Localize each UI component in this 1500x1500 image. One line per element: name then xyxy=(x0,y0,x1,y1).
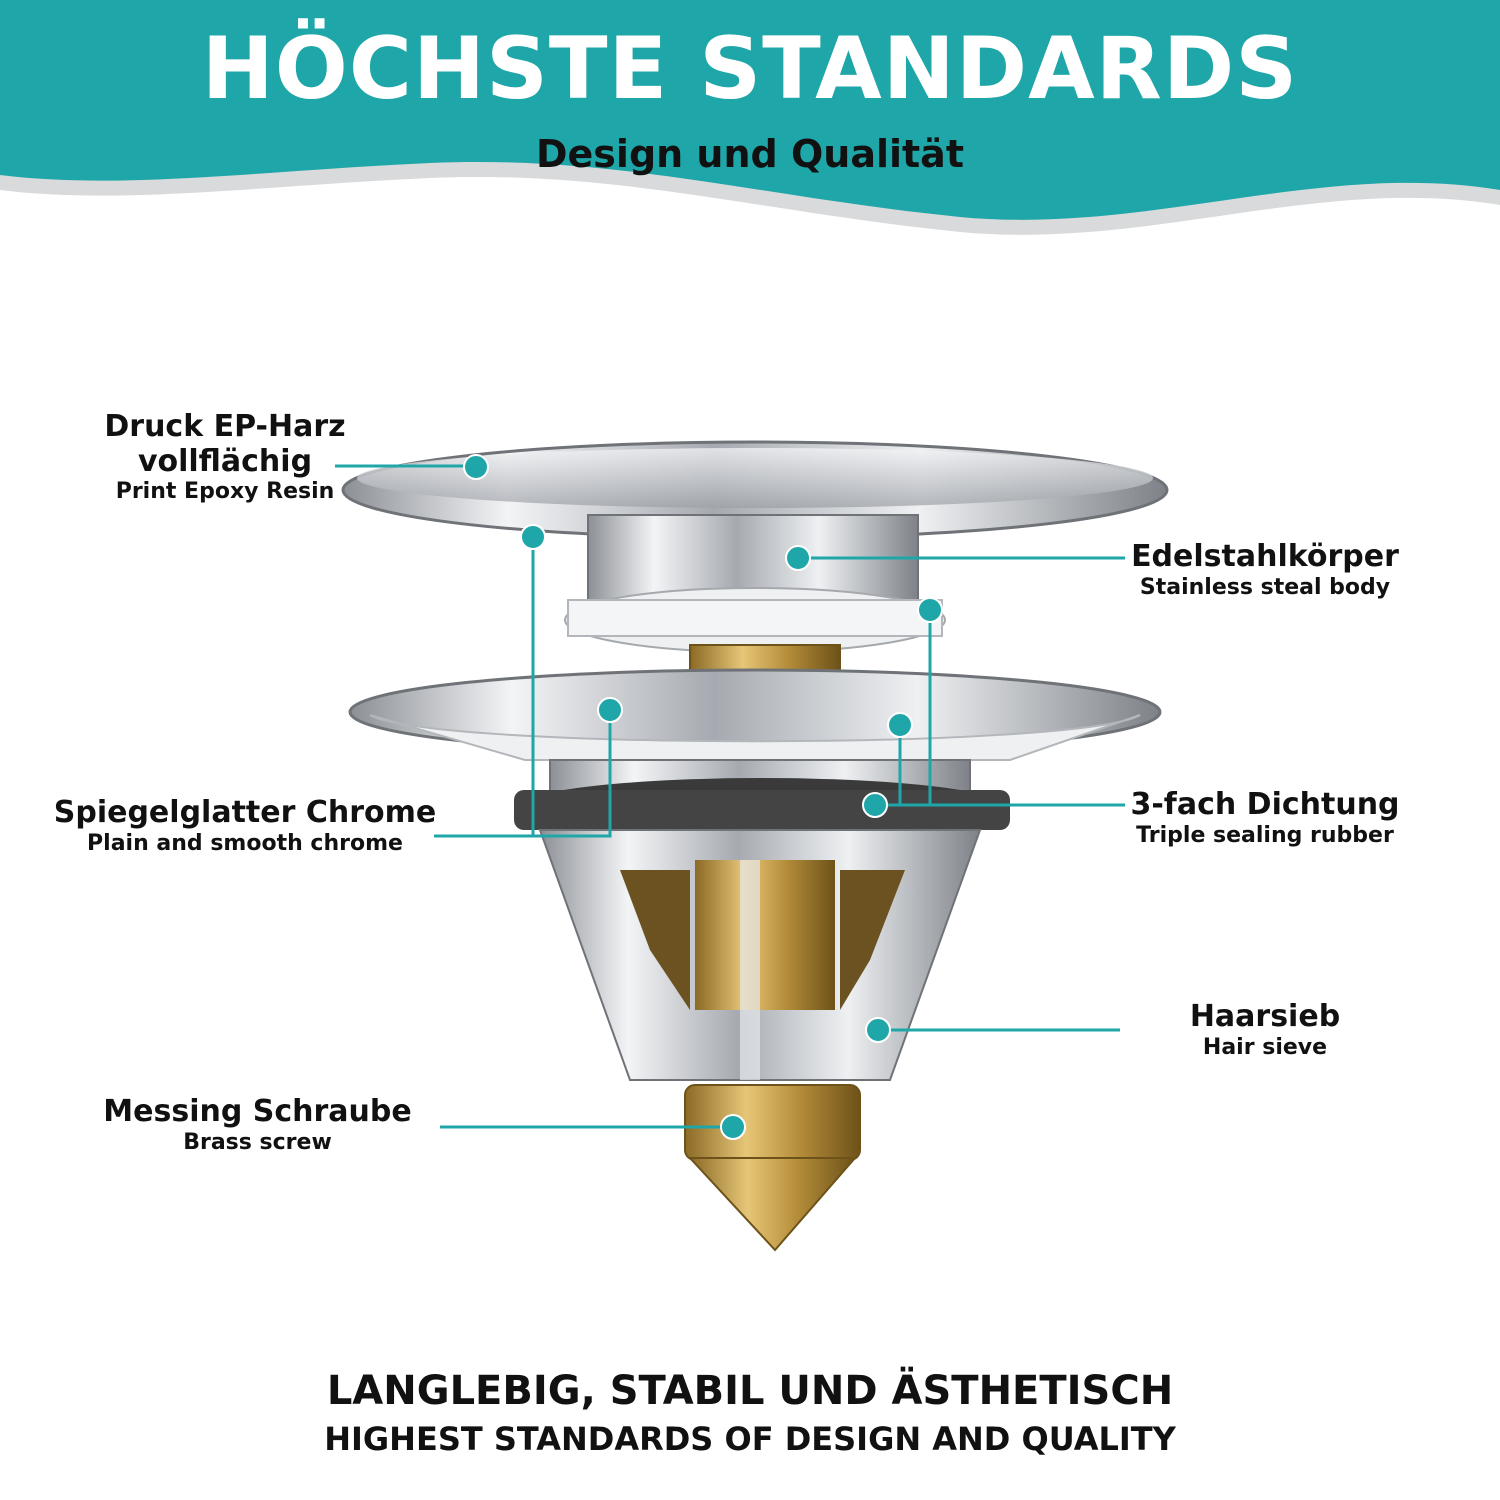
white-seal-band xyxy=(568,600,942,636)
label-sealing xyxy=(1120,788,1410,848)
dot-steel-body xyxy=(786,546,810,570)
dot-seal-white xyxy=(918,598,942,622)
label-steel-body-en: Stainless steal body xyxy=(1139,574,1391,600)
dot-seal-rubber xyxy=(863,793,887,817)
label-sieve-en: Hair sieve xyxy=(1202,1034,1328,1060)
footer-tagline-en: HIGHEST STANDARDS OF DESIGN AND QUALITY xyxy=(324,1420,1176,1458)
label-epoxy-de2: vollflächig xyxy=(137,443,313,479)
label-sealing-de: 3-fach Dichtung xyxy=(1130,787,1400,822)
label-chrome-de: Spiegelglatter Chrome xyxy=(53,795,437,830)
dot-seal-flange xyxy=(888,713,912,737)
dot-screw xyxy=(721,1115,745,1139)
label-epoxy-de: Druck EP-Harz xyxy=(104,409,346,444)
label-screw-de: Messing Schraube xyxy=(103,1094,412,1129)
label-sealing-en: Triple sealing rubber xyxy=(1136,822,1394,848)
brass-screw-body xyxy=(685,1085,860,1160)
dot-chrome-upper xyxy=(521,525,545,549)
label-steel-body xyxy=(1110,540,1420,600)
inner-brass-core xyxy=(695,860,835,1010)
label-steel-body-de: Edelstahlkörper xyxy=(1131,539,1399,574)
label-chrome xyxy=(50,796,440,856)
sieve-rib xyxy=(740,860,760,1080)
label-epoxy xyxy=(80,410,370,504)
footer-tagline-de: LANGLEBIG, STABIL UND ÄSTHETISCH xyxy=(326,1368,1174,1414)
dot-sieve xyxy=(866,1018,890,1042)
label-sieve-de: Haarsieb xyxy=(1189,999,1341,1034)
page-subtitle: Design und Qualität xyxy=(535,132,964,176)
label-sieve xyxy=(1145,1000,1385,1060)
label-screw-en: Brass screw xyxy=(183,1129,332,1155)
label-screw xyxy=(100,1095,415,1155)
dot-chrome-lower xyxy=(598,698,622,722)
label-chrome-en: Plain and smooth chrome xyxy=(87,830,403,856)
page-title: HÖCHSTE STANDARDS xyxy=(201,19,1299,119)
rubber-gasket-band xyxy=(514,790,1010,830)
brass-screw-tip xyxy=(690,1158,855,1250)
dot-epoxy xyxy=(464,455,488,479)
label-epoxy-en: Print Epoxy Resin xyxy=(115,479,335,504)
